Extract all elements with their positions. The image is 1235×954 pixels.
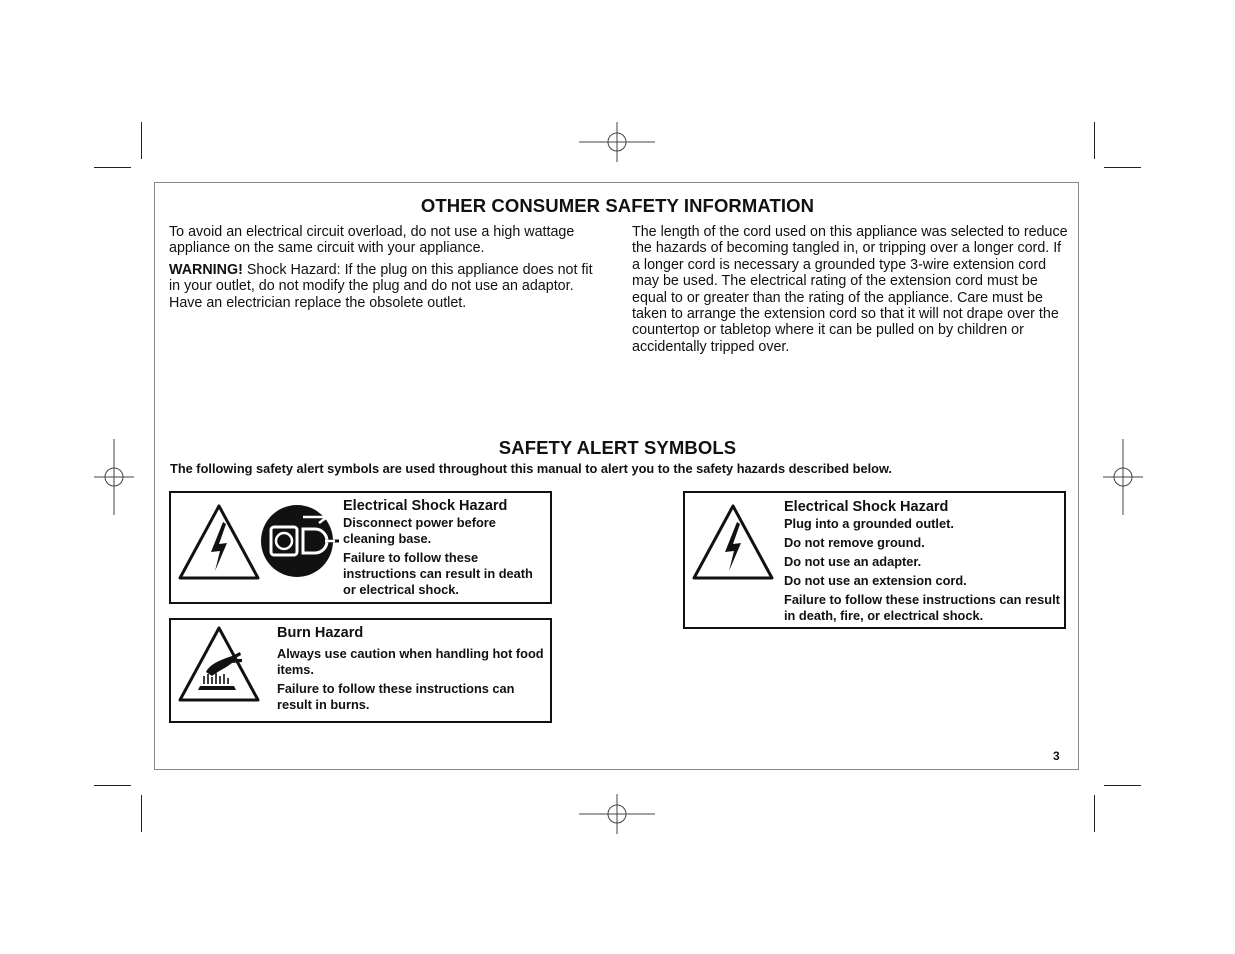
shock-hazard-box-unplug bbox=[169, 491, 552, 604]
shock-hazard-text-2 bbox=[784, 499, 1062, 627]
burn-hazard-consequence: Failure to follow these instructions can result in burns. bbox=[277, 681, 515, 712]
warning-text: Shock Hazard: If the plug on this appliance does not fit in your outlet, do not modify the plug and do not use an adaptor. Have an electrician replace the obsolete outlet. bbox=[169, 261, 593, 311]
warning-paragraph bbox=[169, 262, 599, 311]
registration-mark-top bbox=[579, 122, 655, 162]
shock-hazard-heading-2: Electrical Shock Hazard bbox=[784, 499, 949, 515]
shock-hazard-heading-1: Electrical Shock Hazard bbox=[343, 498, 508, 514]
right-column bbox=[632, 224, 1068, 360]
shock-hazard-instruction-1: Disconnect power before cleaning base. bbox=[343, 515, 496, 546]
symbols-intro: The following safety alert symbols are used throughout this manual to alert you to the safety hazards described below. bbox=[170, 461, 892, 476]
warning-triangle-hot-surface-icon bbox=[176, 624, 262, 704]
warning-label: WARNING! bbox=[169, 261, 243, 278]
circuit-overload-paragraph: To avoid an electrical circuit overload, do not use a high wattage appliance on the same circuit with your appliance. bbox=[169, 224, 575, 257]
section-title-consumer-safety: OTHER CONSUMER SAFETY INFORMATION bbox=[420, 195, 815, 216]
page-number: 3 bbox=[1053, 749, 1060, 763]
unplug-icon bbox=[259, 501, 339, 581]
warning-triangle-lightning-icon bbox=[176, 502, 262, 582]
section-title-safety-symbols: SAFETY ALERT SYMBOLS bbox=[498, 437, 737, 458]
shock-hazard-consequence-1: Failure to follow these instructions can result in death or electrical shock. bbox=[343, 550, 533, 597]
shock-hazard-rule: Do not use an extension cord. bbox=[784, 573, 967, 588]
left-column bbox=[169, 224, 599, 316]
burn-hazard-instruction: Always use caution when handling hot food items. bbox=[277, 646, 544, 677]
burn-hazard-heading: Burn Hazard bbox=[277, 625, 364, 641]
shock-hazard-rule: Do not use an adapter. bbox=[784, 554, 922, 569]
cord-paragraph: The length of the cord used on this appliance was selected to reduce the hazards of becoming tangled in, or tripping over a longer cord. If a longer cord is necessary a grounded type 3-wire extension cord may be used. The electrical rating of the extension cord must be equal to or greater than the rating of the appliance. Care must be taken to arrange the extension cord so that it will not drape over the countertop or tabletop where it can be pulled on by children or accidentally tripped over. bbox=[632, 224, 1068, 355]
shock-hazard-text-1 bbox=[343, 498, 548, 601]
burn-hazard-text bbox=[277, 625, 547, 716]
shock-hazard-box-grounded bbox=[683, 491, 1066, 629]
shock-hazard-rule: Plug into a grounded outlet. bbox=[784, 516, 954, 531]
shock-hazard-rule: Do not remove ground. bbox=[784, 535, 925, 550]
burn-hazard-box bbox=[169, 618, 552, 723]
shock-hazard-consequence-2: Failure to follow these instructions can result in death, fire, or electrical shock. bbox=[784, 592, 1060, 623]
registration-mark-bottom bbox=[579, 794, 655, 834]
warning-triangle-lightning-icon bbox=[690, 502, 776, 582]
